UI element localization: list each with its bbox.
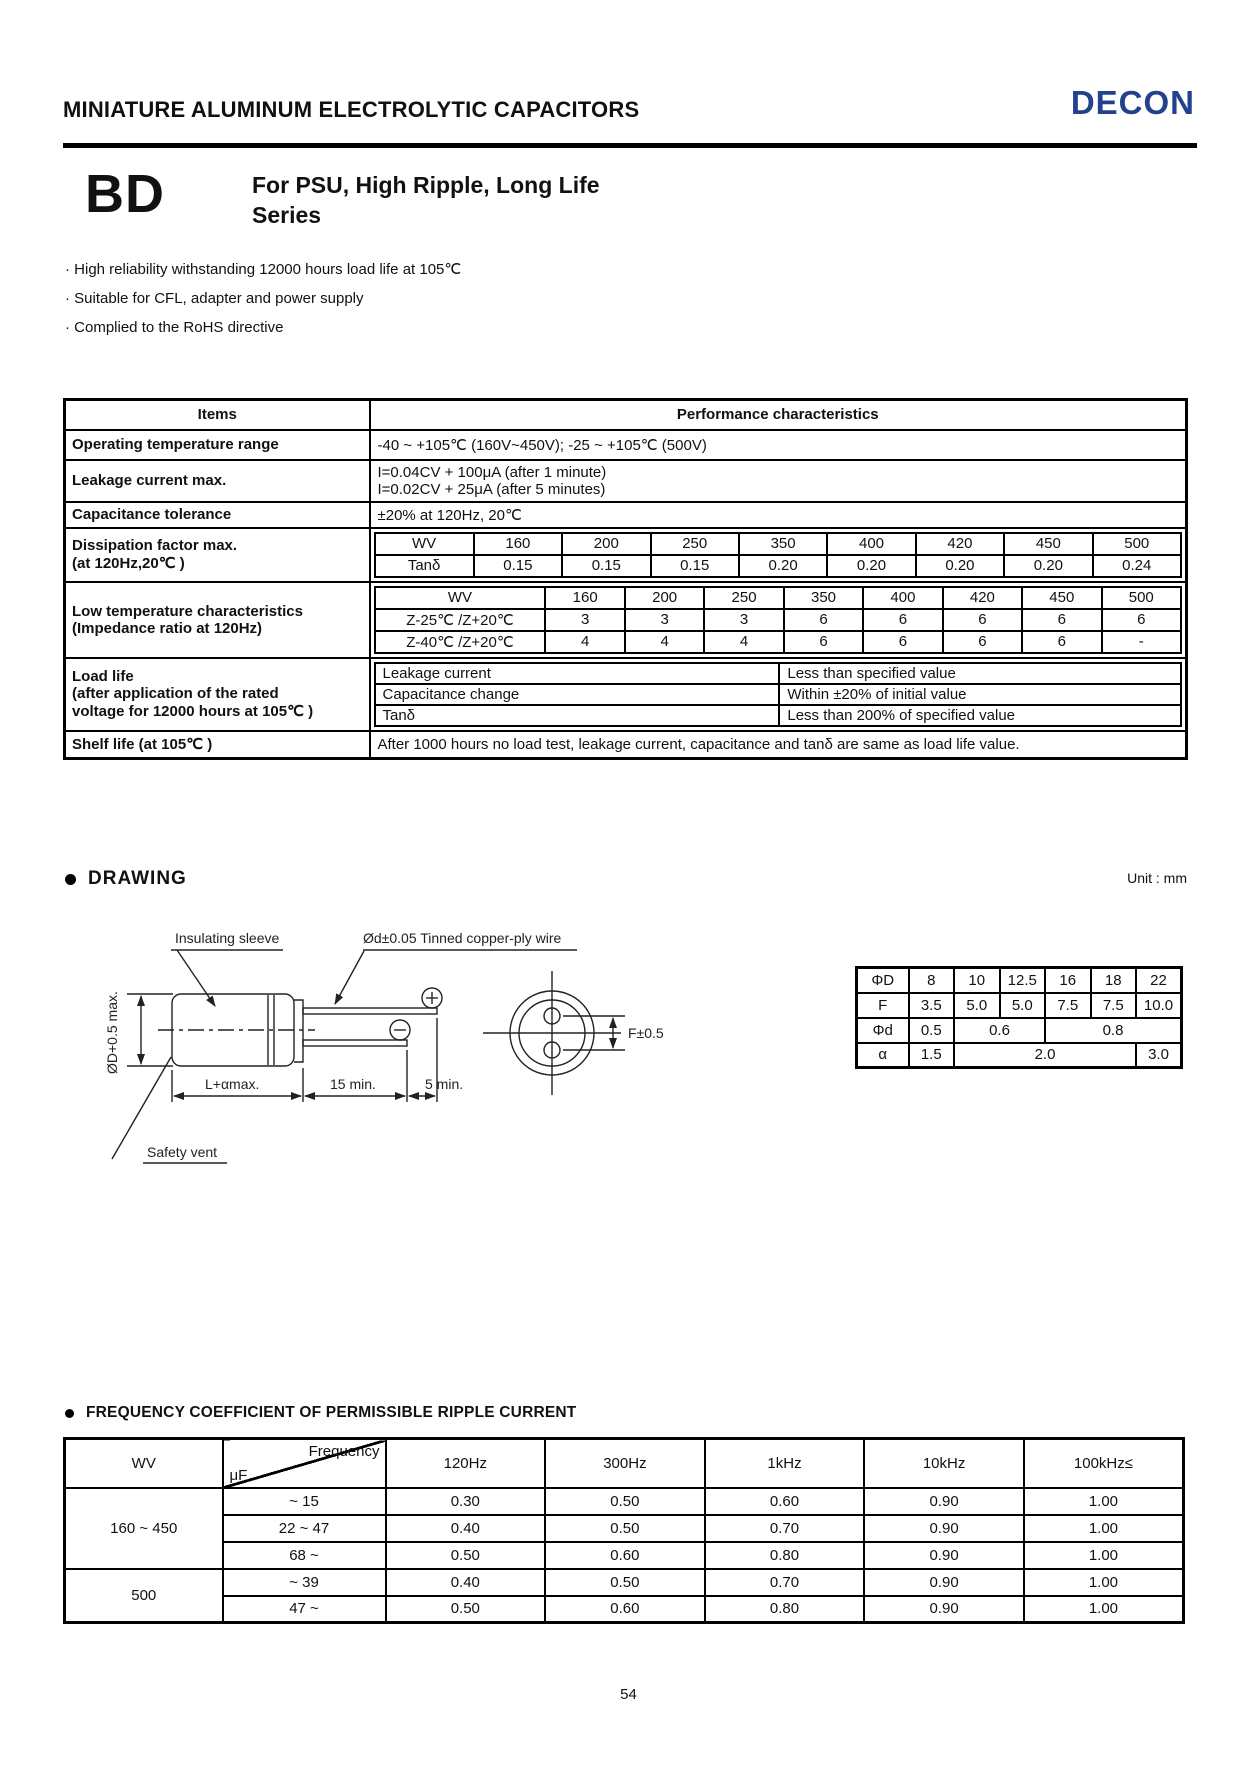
drawing-heading-text: DRAWING (88, 868, 187, 889)
freq-data-row (65, 1596, 1184, 1623)
dissipation-inner-table (374, 532, 1183, 578)
cell: 6 (1102, 609, 1181, 631)
cell: 0.90 (864, 1488, 1024, 1515)
freq-header-row (65, 1439, 1184, 1488)
dimension-table (855, 966, 1183, 1069)
wv-header: WV (65, 1439, 223, 1488)
low-temp-inner-table (374, 586, 1183, 654)
cell: 7.5 (1091, 993, 1137, 1018)
leakage-line2: I=0.02CV + 25μA (after 5 minutes) (377, 480, 606, 498)
cell: 0.40 (386, 1515, 546, 1542)
freq-col-header: 1kHz (705, 1439, 865, 1488)
cell: 4 (704, 631, 783, 653)
page-title: MINIATURE ALUMINUM ELECTROLYTIC CAPACITORS (63, 97, 640, 122)
positive-lead (303, 1008, 437, 1014)
cell: 3 (545, 609, 624, 631)
cell: WV (375, 533, 474, 555)
load-life-inner-table (374, 662, 1183, 727)
cell: 1.00 (1024, 1515, 1184, 1542)
frequency-heading (65, 1404, 576, 1422)
cell: 350 (739, 533, 827, 555)
cell: Z-40℃ /Z+20℃ (375, 631, 546, 653)
cell: 4 (545, 631, 624, 653)
cell: 0.70 (705, 1569, 865, 1596)
cell: ΦD (857, 968, 909, 993)
shelf-life-row (65, 731, 1187, 759)
cell: 500 (1093, 533, 1181, 555)
dissipation-values (370, 528, 1187, 582)
cell: 18 (1091, 968, 1137, 993)
leakage-row (65, 460, 1187, 502)
load-life-values (370, 658, 1187, 731)
unit-label: Unit : mm (1127, 870, 1187, 886)
label-line: Low temperature characteristics (72, 602, 303, 620)
characteristics-table (63, 398, 1188, 760)
series-description (252, 170, 600, 230)
diameter-label: ØD+0.5 max. (104, 991, 120, 1074)
row-label: Shelf life (at 105℃ ) (65, 731, 370, 759)
freq-data-row (65, 1515, 1184, 1542)
cell: 5.0 (954, 993, 1000, 1018)
cell: 22 ~ 47 (223, 1515, 386, 1542)
vent-label: Safety vent (147, 1144, 218, 1160)
cell: 0.15 (474, 555, 562, 577)
cell: 0.6 (954, 1018, 1045, 1043)
operating-temp-row (65, 430, 1187, 460)
row-value: After 1000 hours no load test, leakage current, capacitance and tanδ are same as load life value. (370, 731, 1187, 759)
freq-col-header: 120Hz (386, 1439, 546, 1488)
cell: 0.20 (916, 555, 1004, 577)
negative-lead (303, 1040, 407, 1046)
cell: 0.60 (545, 1596, 705, 1623)
cell: 0.70 (705, 1515, 865, 1542)
performance-header: Performance characteristics (370, 400, 1187, 430)
section-bullet-icon (65, 1409, 74, 1418)
low-temp-row (65, 582, 1187, 658)
tolerance-row (65, 502, 1187, 528)
cell: α (857, 1043, 909, 1068)
cell: 0.20 (827, 555, 915, 577)
cell: 0.90 (864, 1596, 1024, 1623)
cell: 16 (1045, 968, 1091, 993)
label-line: Dissipation factor max. (72, 537, 238, 554)
cell: 6 (1022, 631, 1101, 653)
cell: 400 (827, 533, 915, 555)
freq-data-row (65, 1542, 1184, 1569)
cell: - (1102, 631, 1181, 653)
table-header-row (65, 400, 1187, 430)
cell: 6 (863, 631, 942, 653)
cell: 10.0 (1136, 993, 1182, 1018)
cell: 0.50 (545, 1515, 705, 1542)
cell: 250 (651, 533, 739, 555)
feature-item: · Complied to the RoHS directive (65, 319, 284, 336)
cell: 0.50 (386, 1596, 546, 1623)
cell: 500 (1102, 587, 1181, 609)
cell: 0.20 (739, 555, 827, 577)
cell: 160 (474, 533, 562, 555)
feature-item: · High reliability withstanding 12000 hours load life at 105℃ (65, 261, 462, 278)
cell: 1.00 (1024, 1596, 1184, 1623)
leakage-line1: I=0.04CV + 100μA (after 1 minute) (377, 463, 607, 481)
row-label (65, 658, 370, 731)
capacitor-drawing (65, 916, 705, 1206)
label-line: voltage for 12000 hours at 105℃ ) (72, 703, 314, 720)
diag-top-label: Frequency (308, 1443, 380, 1460)
cell: Φd (857, 1018, 909, 1043)
wv-group: 500 (65, 1569, 223, 1623)
frequency-heading-text: FREQUENCY COEFFICIENT OF PERMISSIBLE RIPPLE CURRENT (86, 1404, 577, 1421)
cell: WV (375, 587, 546, 609)
cell: 0.50 (386, 1542, 546, 1569)
cell: 1.00 (1024, 1488, 1184, 1515)
cell: 400 (863, 587, 942, 609)
cell: 6 (1022, 609, 1101, 631)
cell: ~ 39 (223, 1569, 386, 1596)
cell: 250 (704, 587, 783, 609)
sleeve-pointer (177, 950, 215, 1006)
cell: 3 (625, 609, 704, 631)
row-value: ±20% at 120Hz, 20℃ (370, 502, 1187, 528)
cell: 420 (943, 587, 1022, 609)
row-label (65, 582, 370, 658)
header-divider (63, 143, 1197, 148)
cell: 2.0 (954, 1043, 1136, 1068)
load-life-row (65, 658, 1187, 731)
cell: 0.90 (864, 1515, 1024, 1542)
cell: Less than 200% of specified value (779, 705, 1181, 726)
cell: 450 (1004, 533, 1092, 555)
feature-item: · Suitable for CFL, adapter and power supply (65, 290, 364, 307)
series-code: BD (85, 164, 165, 224)
cell: 450 (1022, 587, 1101, 609)
cell: 6 (863, 609, 942, 631)
freq-col-header: 100kHz≤ (1024, 1439, 1184, 1488)
cell: 0.8 (1045, 1018, 1182, 1043)
dim-row-phid (857, 1018, 1182, 1043)
label-line: (Impedance ratio at 120Hz) (72, 619, 263, 637)
cell: 0.50 (545, 1569, 705, 1596)
low-temp-values (370, 582, 1187, 658)
series-desc-line2: Series (252, 202, 322, 228)
length-label: L+αmax. (205, 1076, 260, 1092)
end-seal (294, 1000, 303, 1062)
section-bullet-icon (65, 874, 76, 885)
pitch-label: F±0.5 (628, 1025, 664, 1041)
label-line: (at 120Hz,20℃ ) (72, 555, 185, 572)
freq-col-header: 10kHz (864, 1439, 1024, 1488)
series-desc-line1: For PSU, High Ripple, Long Life (252, 172, 600, 198)
cell: 0.24 (1093, 555, 1181, 577)
row-label (65, 528, 370, 582)
tip-min-label: 5 min. (425, 1076, 464, 1092)
cell: ~ 15 (223, 1488, 386, 1515)
cell: 0.20 (1004, 555, 1092, 577)
cell: 0.50 (545, 1488, 705, 1515)
freq-data-row (65, 1488, 1184, 1515)
cell: 6 (784, 631, 863, 653)
brand-logo: DECON (1070, 84, 1195, 121)
cell: 4 (625, 631, 704, 653)
wv-group: 160 ~ 450 (65, 1488, 223, 1569)
row-value: -40 ~ +105℃ (160V~450V); -25 ~ +105℃ (500V) (370, 430, 1187, 460)
cell: 22 (1136, 968, 1182, 993)
cell: 6 (784, 609, 863, 631)
cell: 0.15 (562, 555, 650, 577)
cell: 3 (704, 609, 783, 631)
cell: F (857, 993, 909, 1018)
frequency-table (63, 1437, 1185, 1624)
cell: Z-25℃ /Z+20℃ (375, 609, 546, 631)
cell: 7.5 (1045, 993, 1091, 1018)
cell: 0.60 (545, 1542, 705, 1569)
cell: 8 (909, 968, 955, 993)
cell: Tanδ (375, 705, 780, 726)
cell: Less than specified value (779, 663, 1181, 684)
diagonal-header-cell (223, 1439, 386, 1488)
freq-data-row (65, 1569, 1184, 1596)
cell: 200 (625, 587, 704, 609)
cell: 160 (545, 587, 624, 609)
page-number: 54 (620, 1686, 637, 1703)
cell: 1.00 (1024, 1569, 1184, 1596)
drawing-heading (65, 868, 187, 890)
label-line: Load life (72, 668, 134, 685)
dissipation-row (65, 528, 1187, 582)
label-line: (after application of the rated (72, 685, 279, 702)
dim-row-d (857, 968, 1182, 993)
cell: Capacitance change (375, 684, 780, 705)
cell: 350 (784, 587, 863, 609)
sleeve-label: Insulating sleeve (175, 930, 280, 946)
cell: 3.0 (1136, 1043, 1182, 1068)
cell: 0.90 (864, 1542, 1024, 1569)
cell: 6 (943, 609, 1022, 631)
feature-list (65, 260, 461, 348)
freq-col-header: 300Hz (545, 1439, 705, 1488)
row-label: Operating temperature range (65, 430, 370, 460)
row-label: Capacitance tolerance (65, 502, 370, 528)
cell: 0.80 (705, 1542, 865, 1569)
cell: 3.5 (909, 993, 955, 1018)
cell: 200 (562, 533, 650, 555)
cell: 6 (943, 631, 1022, 653)
cell: Within ±20% of initial value (779, 684, 1181, 705)
cell: 12.5 (1000, 968, 1046, 993)
cell: 0.80 (705, 1596, 865, 1623)
cell: 0.40 (386, 1569, 546, 1596)
cell: 0.30 (386, 1488, 546, 1515)
wire-label: Ød±0.05 Tinned copper-ply wire (363, 930, 562, 946)
cell: 0.15 (651, 555, 739, 577)
cell: 1.00 (1024, 1542, 1184, 1569)
cell: 420 (916, 533, 1004, 555)
cell: 5.0 (1000, 993, 1046, 1018)
cell: Tanδ (375, 555, 474, 577)
row-value (370, 460, 1187, 502)
cell: 47 ~ (223, 1596, 386, 1623)
wire-pointer (335, 951, 364, 1004)
cell: 1.5 (909, 1043, 955, 1068)
diag-bottom-label: μF (229, 1466, 248, 1484)
cell: 0.5 (909, 1018, 955, 1043)
cell: 68 ~ (223, 1542, 386, 1569)
cell: 10 (954, 968, 1000, 993)
cell: 0.60 (705, 1488, 865, 1515)
items-header: Items (65, 400, 370, 430)
cell: 0.90 (864, 1569, 1024, 1596)
dim-row-alpha (857, 1043, 1182, 1068)
cell: Leakage current (375, 663, 780, 684)
row-label: Leakage current max. (65, 460, 370, 502)
dim-row-f (857, 993, 1182, 1018)
lead-min-label: 15 min. (330, 1076, 376, 1092)
